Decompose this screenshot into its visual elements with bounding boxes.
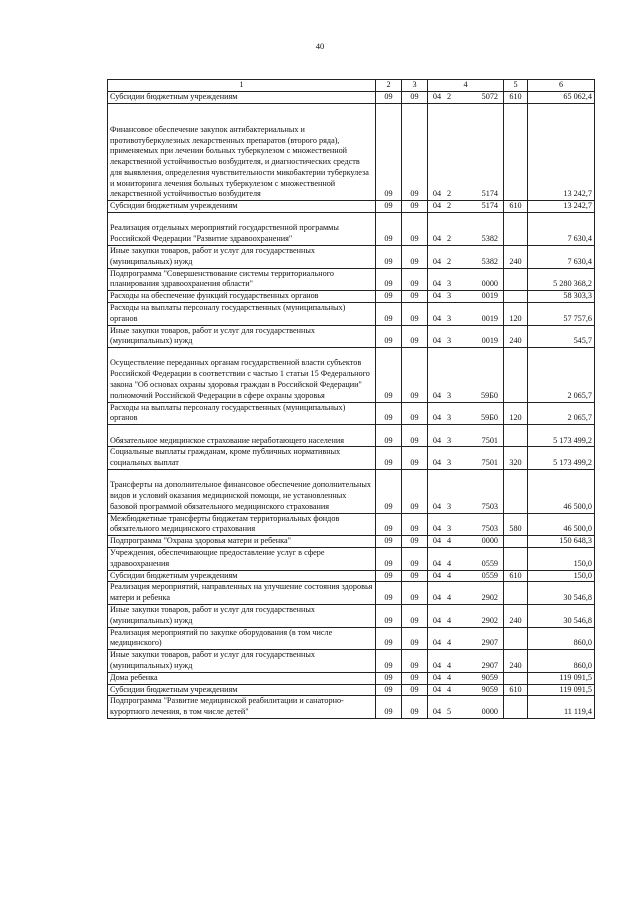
page-number: 40 (315, 41, 325, 51)
row-expense-type: 580 (504, 513, 528, 536)
row-section: 09 (376, 582, 402, 605)
target-article-code (430, 234, 501, 245)
row-section: 09 (376, 536, 402, 548)
table-row (108, 513, 595, 536)
subprogram-code: 3 (446, 336, 452, 346)
row-expense-type (504, 536, 528, 548)
program-code: 04 (432, 390, 442, 400)
row-subsection: 09 (402, 402, 428, 425)
row-target-article (428, 684, 504, 696)
row-amount: 860,0 (528, 627, 595, 650)
row-amount: 545,7 (528, 325, 595, 348)
row-amount: 119 091,5 (528, 684, 595, 696)
subprogram-code: 4 (446, 615, 452, 625)
program-code: 04 (432, 256, 442, 266)
direction-code: 5072 (481, 91, 498, 101)
target-article-code (430, 593, 501, 604)
row-target-article (428, 103, 504, 201)
target-article-code (430, 536, 501, 547)
row-section: 09 (376, 348, 402, 403)
program-code: 04 (432, 660, 442, 670)
row-expense-type: 120 (504, 402, 528, 425)
row-name: Субсидии бюджетным учреждениям (108, 201, 376, 213)
row-section: 09 (376, 302, 402, 325)
row-section: 09 (376, 604, 402, 627)
row-target-article (428, 627, 504, 650)
row-section: 09 (376, 245, 402, 268)
row-target-article (428, 582, 504, 605)
table-row (108, 447, 595, 470)
row-target-article (428, 604, 504, 627)
row-amount: 5 173 499,2 (528, 425, 595, 447)
target-article-code (430, 314, 501, 325)
direction-code: 2907 (481, 660, 498, 670)
row-name: Социальные выплаты гражданам, кроме публичных нормативных социальных выплат (108, 447, 376, 470)
row-section: 09 (376, 672, 402, 684)
row-target-article (428, 672, 504, 684)
target-article-code (430, 673, 501, 684)
target-article-code (430, 571, 501, 582)
table-row (108, 425, 595, 447)
row-expense-type (504, 469, 528, 513)
row-subsection: 09 (402, 696, 428, 719)
header-cell-5: 5 (504, 80, 528, 92)
direction-code: 2907 (481, 638, 498, 648)
row-section: 09 (376, 447, 402, 470)
direction-code: 0000 (481, 279, 498, 289)
program-code: 04 (432, 189, 442, 199)
subprogram-code: 4 (446, 660, 452, 670)
direction-code: 5382 (481, 256, 498, 266)
row-section: 09 (376, 696, 402, 719)
program-code: 04 (432, 458, 442, 468)
row-section: 09 (376, 91, 402, 103)
row-target-article (428, 213, 504, 246)
direction-code: 7501 (481, 435, 498, 445)
program-code: 04 (432, 593, 442, 603)
row-name: Учреждения, обеспечивающие предоставление услуг в сфере здравоохранения (108, 548, 376, 571)
row-target-article (428, 302, 504, 325)
subprogram-code: 3 (446, 458, 452, 468)
subprogram-code: 4 (446, 558, 452, 568)
target-article-code (430, 638, 501, 649)
table-row (108, 348, 595, 403)
program-code: 04 (432, 707, 442, 717)
table-row (108, 213, 595, 246)
row-expense-type: 610 (504, 91, 528, 103)
row-name: Финансовое обеспечение закупок антибактериальных и противотуберкулезных лекарственных препаратов (второго ряда), применяемых при лечении больных туберкулезом с множественной лекарственной устойчивостью возбудителя, и диагностических средств для выявления, определения чувствительности микобактерии туберкулеза и мониторинга лечения больных туберкулезом с множественной лекарственной устойчивостью возбудителя (108, 103, 376, 201)
row-amount: 2 065,7 (528, 348, 595, 403)
row-expense-type (504, 582, 528, 605)
subprogram-code: 2 (446, 201, 452, 211)
row-name: Трансферты на дополнительное финансовое обеспечение дополнительных видов и условий оказания медицинской помощи, не установленных базовой программой обязательного медицинского страхования (108, 469, 376, 513)
row-subsection: 09 (402, 684, 428, 696)
header-cell-3: 3 (402, 80, 428, 92)
row-section: 09 (376, 469, 402, 513)
row-subsection: 09 (402, 627, 428, 650)
row-expense-type: 610 (504, 684, 528, 696)
row-subsection: 09 (402, 291, 428, 303)
row-target-article (428, 696, 504, 719)
program-code: 04 (432, 413, 442, 423)
row-expense-type (504, 672, 528, 684)
table-row (108, 536, 595, 548)
program-code: 04 (432, 501, 442, 511)
direction-code: 9059 (481, 672, 498, 682)
target-article-code (430, 92, 501, 103)
row-section: 09 (376, 268, 402, 291)
row-subsection: 09 (402, 570, 428, 582)
subprogram-code: 3 (446, 291, 452, 301)
row-subsection: 09 (402, 103, 428, 201)
row-subsection: 09 (402, 513, 428, 536)
row-section: 09 (376, 513, 402, 536)
row-section: 09 (376, 627, 402, 650)
row-target-article (428, 91, 504, 103)
table-header-row (108, 80, 595, 92)
row-name: Межбюджетные трансферты бюджетам территориальных фондов обязательного медицинского страхования (108, 513, 376, 536)
row-amount: 58 303,3 (528, 291, 595, 303)
row-amount: 13 242,7 (528, 201, 595, 213)
row-amount: 5 173 499,2 (528, 447, 595, 470)
target-article-code (430, 336, 501, 347)
row-expense-type (504, 627, 528, 650)
row-name: Подпрограмма "Развитие медицинской реабилитации и санаторно-курортного лечения, в том числе детей" (108, 696, 376, 719)
row-section: 09 (376, 103, 402, 201)
table-row (108, 684, 595, 696)
program-code: 04 (432, 638, 442, 648)
row-target-article (428, 425, 504, 447)
target-article-code (430, 279, 501, 290)
row-target-article (428, 570, 504, 582)
row-section: 09 (376, 425, 402, 447)
row-target-article (428, 447, 504, 470)
table-row (108, 582, 595, 605)
row-expense-type: 610 (504, 570, 528, 582)
subprogram-code: 2 (446, 189, 452, 199)
row-amount: 46 500,0 (528, 469, 595, 513)
row-amount: 150 648,3 (528, 536, 595, 548)
row-expense-type: 240 (504, 604, 528, 627)
row-section: 09 (376, 325, 402, 348)
target-article-code (430, 524, 501, 535)
row-amount: 860,0 (528, 650, 595, 673)
subprogram-code: 3 (446, 313, 452, 323)
target-article-code (430, 559, 501, 570)
target-article-code (430, 189, 501, 200)
row-section: 09 (376, 548, 402, 571)
row-name: Иные закупки товаров, работ и услуг для государственных (муниципальных) нужд (108, 325, 376, 348)
subprogram-code: 4 (446, 536, 452, 546)
row-section: 09 (376, 570, 402, 582)
table-row (108, 103, 595, 201)
row-name: Иные закупки товаров, работ и услуг для государственных (муниципальных) нужд (108, 604, 376, 627)
table-row (108, 268, 595, 291)
row-expense-type (504, 548, 528, 571)
table-row (108, 570, 595, 582)
program-code: 04 (432, 336, 442, 346)
row-subsection: 09 (402, 348, 428, 403)
row-expense-type: 120 (504, 302, 528, 325)
row-target-article (428, 650, 504, 673)
direction-code: 0019 (481, 313, 498, 323)
row-amount: 30 546,8 (528, 582, 595, 605)
row-subsection: 09 (402, 213, 428, 246)
direction-code: 2902 (481, 615, 498, 625)
direction-code: 9059 (481, 684, 498, 694)
direction-code: 5174 (481, 189, 498, 199)
target-article-code (430, 201, 501, 212)
subprogram-code: 3 (446, 501, 452, 511)
row-name: Обязательное медицинское страхование неработающего населения (108, 425, 376, 447)
row-expense-type (504, 291, 528, 303)
row-amount: 2 065,7 (528, 402, 595, 425)
program-code: 04 (432, 558, 442, 568)
row-name: Реализация отдельных мероприятий государственной программы Российской Федерации "Развитие здравоохранения" (108, 213, 376, 246)
row-expense-type (504, 268, 528, 291)
row-expense-type: 240 (504, 325, 528, 348)
row-subsection: 09 (402, 604, 428, 627)
direction-code: 7503 (481, 501, 498, 511)
row-amount: 57 757,6 (528, 302, 595, 325)
row-subsection: 09 (402, 325, 428, 348)
direction-code: 59Б0 (481, 413, 498, 423)
target-article-code (430, 257, 501, 268)
row-expense-type: 610 (504, 201, 528, 213)
row-target-article (428, 513, 504, 536)
table-row (108, 672, 595, 684)
row-name: Подпрограмма "Охрана здоровья матери и ребенка" (108, 536, 376, 548)
subprogram-code: 3 (446, 435, 452, 445)
row-target-article (428, 548, 504, 571)
row-name: Расходы на выплаты персоналу государственных (муниципальных) органов (108, 302, 376, 325)
program-code: 04 (432, 313, 442, 323)
header-cell-1: 1 (108, 80, 376, 92)
row-subsection: 09 (402, 650, 428, 673)
row-expense-type: 240 (504, 650, 528, 673)
target-article-code (430, 391, 501, 402)
subprogram-code: 4 (446, 684, 452, 694)
direction-code: 0019 (481, 336, 498, 346)
program-code: 04 (432, 672, 442, 682)
direction-code: 2902 (481, 593, 498, 603)
row-amount: 46 500,0 (528, 513, 595, 536)
row-name: Иные закупки товаров, работ и услуг для государственных (муниципальных) нужд (108, 650, 376, 673)
row-section: 09 (376, 201, 402, 213)
row-section: 09 (376, 291, 402, 303)
row-expense-type (504, 696, 528, 719)
subprogram-code: 3 (446, 390, 452, 400)
table-row (108, 245, 595, 268)
row-target-article (428, 402, 504, 425)
row-name: Расходы на обеспечение функций государственных органов (108, 291, 376, 303)
program-code: 04 (432, 291, 442, 301)
row-subsection: 09 (402, 268, 428, 291)
program-code: 04 (432, 536, 442, 546)
direction-code: 7503 (481, 524, 498, 534)
target-article-code (430, 436, 501, 447)
row-name: Подпрограмма "Совершенствование системы территориального планирования здравоохранения области" (108, 268, 376, 291)
table-row (108, 302, 595, 325)
row-subsection: 09 (402, 425, 428, 447)
row-subsection: 09 (402, 447, 428, 470)
row-name: Дома ребенка (108, 672, 376, 684)
row-amount: 150,0 (528, 570, 595, 582)
direction-code: 0000 (481, 707, 498, 717)
subprogram-code: 2 (446, 256, 452, 266)
subprogram-code: 2 (446, 91, 452, 101)
row-expense-type: 240 (504, 245, 528, 268)
table-row (108, 627, 595, 650)
header-cell-2: 2 (376, 80, 402, 92)
row-name: Субсидии бюджетным учреждениям (108, 684, 376, 696)
target-article-code (430, 502, 501, 513)
row-amount: 7 630,4 (528, 213, 595, 246)
row-amount: 7 630,4 (528, 245, 595, 268)
direction-code: 7501 (481, 458, 498, 468)
program-code: 04 (432, 570, 442, 580)
row-subsection: 09 (402, 201, 428, 213)
target-article-code (430, 616, 501, 627)
row-subsection: 09 (402, 536, 428, 548)
row-target-article (428, 469, 504, 513)
row-expense-type (504, 103, 528, 201)
budget-table (107, 79, 595, 719)
row-target-article (428, 201, 504, 213)
row-subsection: 09 (402, 245, 428, 268)
program-code: 04 (432, 684, 442, 694)
row-amount: 30 546,8 (528, 604, 595, 627)
table-row (108, 91, 595, 103)
direction-code: 5382 (481, 234, 498, 244)
target-article-code (430, 661, 501, 672)
subprogram-code: 4 (446, 593, 452, 603)
table-row (108, 201, 595, 213)
row-target-article (428, 348, 504, 403)
table-row (108, 325, 595, 348)
table-row (108, 604, 595, 627)
program-code: 04 (432, 615, 442, 625)
subprogram-code: 3 (446, 413, 452, 423)
row-name: Расходы на выплаты персоналу государственных (муниципальных) органов (108, 402, 376, 425)
subprogram-code: 4 (446, 672, 452, 682)
direction-code: 0019 (481, 291, 498, 301)
direction-code: 0559 (481, 558, 498, 568)
row-expense-type (504, 425, 528, 447)
program-code: 04 (432, 234, 442, 244)
target-article-code (430, 291, 501, 302)
row-name: Субсидии бюджетным учреждениям (108, 570, 376, 582)
subprogram-code: 3 (446, 279, 452, 289)
program-code: 04 (432, 279, 442, 289)
subprogram-code: 2 (446, 234, 452, 244)
row-expense-type: 320 (504, 447, 528, 470)
subprogram-code: 4 (446, 570, 452, 580)
row-target-article (428, 268, 504, 291)
target-article-code (430, 458, 501, 469)
budget-table-body (108, 80, 595, 719)
row-section: 09 (376, 402, 402, 425)
row-subsection: 09 (402, 548, 428, 571)
target-article-code (430, 413, 501, 424)
direction-code: 0559 (481, 570, 498, 580)
table-row (108, 548, 595, 571)
table-row (108, 402, 595, 425)
row-target-article (428, 291, 504, 303)
direction-code: 0000 (481, 536, 498, 546)
row-target-article (428, 325, 504, 348)
row-target-article (428, 536, 504, 548)
subprogram-code: 5 (446, 707, 452, 717)
direction-code: 5174 (481, 201, 498, 211)
row-amount: 150,0 (528, 548, 595, 571)
row-target-article (428, 245, 504, 268)
header-cell-4: 4 (428, 80, 504, 92)
subprogram-code: 3 (446, 524, 452, 534)
row-subsection: 09 (402, 672, 428, 684)
row-section: 09 (376, 684, 402, 696)
subprogram-code: 4 (446, 638, 452, 648)
target-article-code (430, 685, 501, 696)
row-amount: 5 280 368,2 (528, 268, 595, 291)
row-subsection: 09 (402, 469, 428, 513)
row-section: 09 (376, 650, 402, 673)
row-name: Реализация мероприятий по закупке оборудования (в том числе медицинского) (108, 627, 376, 650)
row-name: Иные закупки товаров, работ и услуг для государственных (муниципальных) нужд (108, 245, 376, 268)
target-article-code (430, 707, 501, 718)
row-amount: 13 242,7 (528, 103, 595, 201)
table-row (108, 696, 595, 719)
row-subsection: 09 (402, 582, 428, 605)
table-row (108, 291, 595, 303)
row-name: Осуществление переданных органам государственной власти субъектов Российской Федерации в соответствии с частью 1 статьи 15 Федерального закона "Об основах охраны здоровья граждан в Российской Федерации" полномочий Российской Федерации в сфере охраны здоровья (108, 348, 376, 403)
row-amount: 11 119,4 (528, 696, 595, 719)
program-code: 04 (432, 91, 442, 101)
row-subsection: 09 (402, 91, 428, 103)
row-amount: 65 062,4 (528, 91, 595, 103)
table-row (108, 650, 595, 673)
program-code: 04 (432, 201, 442, 211)
row-name: Реализация мероприятий, направленных на улучшение состояния здоровья матери и ребенка (108, 582, 376, 605)
row-section: 09 (376, 213, 402, 246)
table-row (108, 469, 595, 513)
header-cell-6: 6 (528, 80, 595, 92)
program-code: 04 (432, 524, 442, 534)
direction-code: 59Б0 (481, 390, 498, 400)
row-expense-type (504, 348, 528, 403)
row-name: Субсидии бюджетным учреждениям (108, 91, 376, 103)
row-subsection: 09 (402, 302, 428, 325)
row-expense-type (504, 213, 528, 246)
row-amount: 119 091,5 (528, 672, 595, 684)
program-code: 04 (432, 435, 442, 445)
